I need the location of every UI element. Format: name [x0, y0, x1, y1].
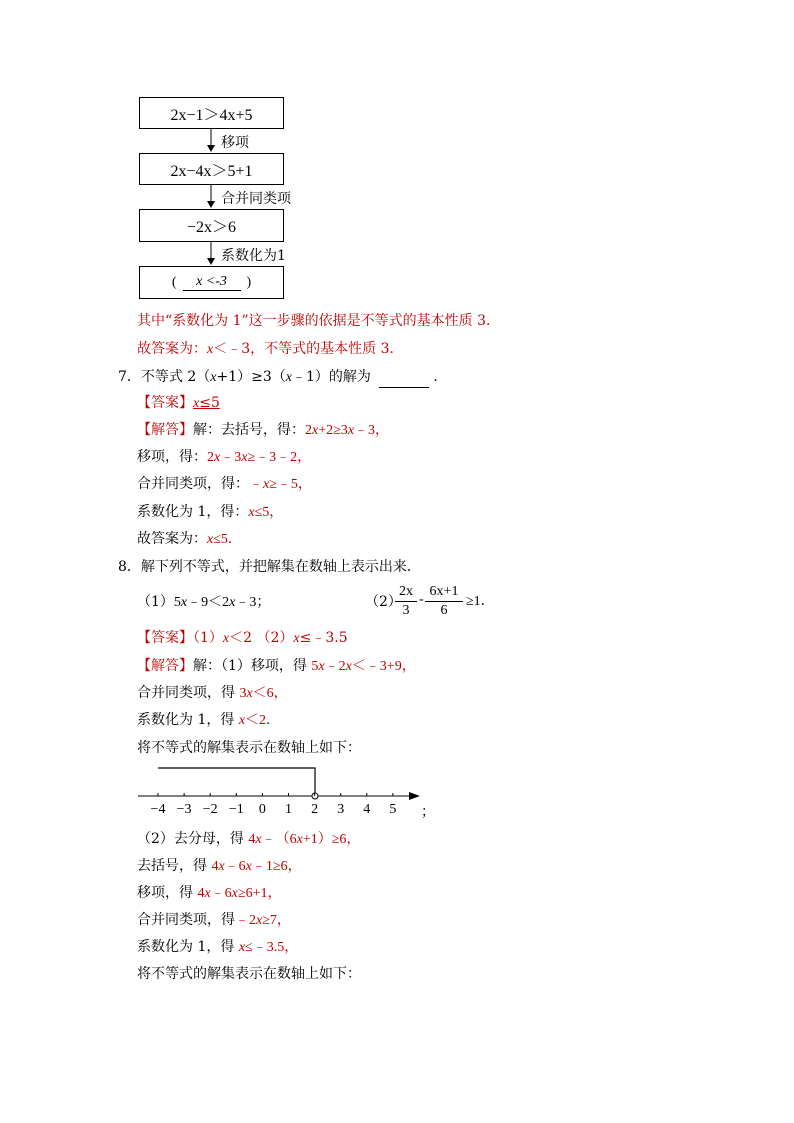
q8-p2-f2-num: 6x+1 — [429, 584, 459, 599]
q7-line-3 — [137, 474, 312, 495]
q8-ans-a: （1） — [193, 630, 223, 646]
q8-b-line-6 — [137, 964, 361, 984]
q7-answer-blank — [379, 367, 429, 388]
q6-final-prefix: 故答案为： — [137, 341, 207, 357]
number-line-tick-label: −2 — [202, 802, 218, 817]
q8-p2-label: （2） — [365, 594, 402, 610]
q8-b-line-5 — [137, 937, 298, 958]
q8-answer-tag: 【答案】 — [137, 630, 193, 646]
q8-s1-c: ＜﹣3+9， — [351, 659, 416, 674]
q8-p2-f1-den: 3 — [402, 603, 410, 618]
q7-l4-label: 系数化为 1，得： — [137, 504, 249, 520]
q8-stem — [118, 557, 421, 577]
q7-number: 7． — [118, 369, 141, 385]
number-line-suffix: ； — [421, 804, 435, 820]
q7-l5-label: 故答案为： — [137, 531, 207, 547]
q7-stem-x2: x — [285, 370, 292, 385]
q7-l1-x2: x — [347, 423, 355, 438]
q8-s2-x: x — [246, 686, 253, 701]
q8-b4-b: ≥7， — [262, 913, 291, 928]
q8-b2-c: ﹣1≥6， — [251, 859, 302, 874]
q7-l3-b: ≥﹣5， — [269, 477, 312, 492]
q8-b3-x1: x — [204, 886, 211, 901]
flow-step-3: 系数化为1 — [221, 248, 286, 264]
q8-s3-label: 系数化为 1，得 — [137, 712, 235, 728]
q7-l1-c: ﹣3， — [354, 423, 390, 438]
q8-p2-fraction-2 — [425, 584, 463, 619]
q7-l2-x1: x — [214, 450, 221, 465]
flow-arrow-3 — [209, 242, 213, 266]
q8-p2-f1-num: 2x — [399, 584, 413, 599]
q8-s2-a: 3 — [239, 686, 247, 701]
flow-box-3-text: −2x＞6 — [186, 219, 237, 236]
q8-p1-b: ﹣9＜2 — [187, 595, 230, 610]
q7-l3-label: 合并同类项，得： — [137, 476, 249, 492]
q7-stem-x1: x — [210, 370, 217, 385]
flow-box-1-text: 2x−1＞4x+5 — [170, 106, 253, 124]
q8-b-line-1 — [137, 829, 360, 850]
q8-stem-text: 解下列不等式，并把解集在数轴上表示出来． — [140, 559, 421, 575]
q7-l1-b: +2≥3 — [318, 423, 348, 438]
q8-line-2 — [137, 683, 288, 704]
q8-jieda-tag: 【解答】 — [137, 658, 193, 674]
q8-b1-x1: x — [255, 832, 262, 847]
q8-s1-x1: x — [318, 659, 325, 674]
number-line-tick-label: 0 — [258, 802, 266, 817]
q6-note — [137, 311, 500, 331]
q7-l2-x2: x — [241, 450, 248, 465]
q8-b-line-3 — [137, 883, 281, 904]
flow-box-2-text: 2x−4x＞5+1 — [170, 162, 253, 180]
q8-s1-a: 5 — [311, 659, 319, 674]
q7-line-5 — [137, 529, 242, 550]
q6-final-rest: ＜﹣3，不等式的基本性质 3． — [213, 341, 404, 357]
q7-l1-a: 2 — [305, 423, 312, 438]
q8-p1-label: （1） — [137, 594, 174, 610]
flow-arrow-1 — [209, 129, 213, 153]
flow-box-4 — [139, 266, 284, 299]
q8-b4-label: 合并同类项，得 — [137, 912, 235, 928]
q8-b3-a: 4 — [197, 886, 205, 901]
q8-p2-f1-bar — [395, 601, 417, 602]
q8-ans-x1: x — [222, 631, 230, 646]
number-line-tick-label: 3 — [337, 802, 345, 817]
q7-l5-x: x — [207, 532, 214, 547]
q8-p1-a: 5 — [173, 595, 181, 610]
q8-b4-x: x — [256, 913, 263, 928]
q7-answer — [137, 393, 220, 414]
q8-line-3 — [137, 710, 280, 731]
number-line — [130, 760, 430, 820]
number-line-tick-label: 5 — [389, 802, 397, 817]
q8-b4-a: ﹣2 — [235, 913, 256, 928]
number-line-tick-label: −4 — [150, 802, 166, 817]
q8-s3-b: ＜2． — [245, 713, 281, 728]
q8-s1-b: ﹣2 — [324, 659, 346, 674]
q7-stem-end: ． — [433, 369, 448, 385]
flow-box-4-close: ) — [246, 274, 252, 290]
q7-l2-c: ≥﹣3﹣2， — [247, 450, 312, 465]
q8-b2-x2: x — [245, 859, 252, 874]
q8-b3-x2: x — [231, 886, 238, 901]
q8-ans-b: ＜2 （2） — [229, 630, 294, 646]
q8-s4-text: 将不等式的解集表示在数轴上如下： — [137, 740, 361, 756]
q8-b1-b: ﹣（6 — [261, 832, 297, 847]
flow-box-4-open: ( — [171, 274, 177, 290]
q7-l1-x1: x — [312, 423, 319, 438]
q6-final-x: x — [207, 342, 214, 357]
q7-l4-math: ≤5， — [254, 505, 284, 520]
flow-step-2: 合并同类项 — [221, 191, 291, 207]
q8-s2-b: ＜6， — [252, 686, 288, 701]
q7-l2-a: 2 — [207, 450, 214, 465]
q7-l2-b: ﹣3 — [220, 450, 242, 465]
flow-box-1 — [139, 97, 284, 129]
q8-b1-c: +1）≥6， — [302, 832, 361, 847]
number-line-arrow — [409, 792, 420, 800]
flow-box-2 — [139, 153, 284, 185]
q8-b1-label: （2）去分母，得 — [137, 831, 244, 847]
number-line-tick-label: 1 — [285, 802, 292, 817]
q8-p1-x2: x — [229, 595, 236, 610]
number-line-tick-label: 2 — [311, 802, 319, 817]
q8-b1-a: 4 — [248, 832, 256, 847]
q7-line-1 — [137, 420, 389, 441]
q8-s2-label: 合并同类项，得 — [137, 685, 235, 701]
q8-part-1 — [137, 592, 270, 613]
flow-box-4-fill: x <-3 — [196, 274, 227, 289]
q7-answer-rest: ≤5 — [199, 395, 220, 411]
q8-b-line-4 — [137, 910, 291, 931]
q7-answer-x: x — [193, 396, 200, 411]
q7-l2-label: 移项，得： — [137, 449, 207, 465]
q8-p1-c: ﹣3； — [235, 595, 271, 610]
q7-l4-x: x — [248, 505, 255, 520]
flow-box-4-blank — [183, 274, 241, 291]
q8-p2-minus: - — [419, 592, 424, 607]
q8-s1-x2: x — [345, 659, 352, 674]
q8-p2-f2-den: 6 — [440, 603, 448, 618]
number-line-tick-label: 4 — [363, 802, 371, 817]
q7-stem-c: ﹣1）的解为 — [292, 369, 371, 385]
q8-p2-f2-bar — [425, 601, 463, 602]
q8-ans-x2: x — [293, 631, 300, 646]
q7-jieda-tag: 【解答】 — [137, 422, 193, 438]
q8-b5-b: ≤﹣3.5， — [245, 940, 299, 955]
q8-b1-x2: x — [296, 832, 303, 847]
solution-bracket — [158, 768, 315, 794]
number-line-tick-label: −3 — [176, 802, 192, 817]
flow-box-3 — [139, 209, 284, 242]
q7-answer-value — [193, 395, 220, 411]
q7-l3-a: ﹣ — [249, 477, 263, 492]
q8-b3-label: 移项，得 — [137, 885, 193, 901]
number-line-tick-label: −1 — [228, 802, 244, 817]
q8-p2-tail: ≥1． — [466, 594, 495, 609]
q8-b2-b: ﹣6 — [224, 859, 246, 874]
q8-b5-label: 系数化为 1，得 — [137, 939, 235, 955]
q8-p2-fraction-1 — [395, 584, 417, 619]
q8-b3-c: ≥6+1， — [237, 886, 282, 901]
q7-jieda-a: 解：去括号，得： — [193, 422, 305, 438]
q7-line-4 — [137, 502, 283, 523]
q6-note-text: 其中“系数化为 1”这一步骤的依据是不等式的基本性质 3． — [137, 313, 501, 329]
q6-final — [137, 339, 403, 360]
q8-b5-x: x — [238, 940, 246, 955]
q7-stem-b: +1）≥3（ — [216, 369, 286, 385]
q8-number: 8． — [118, 559, 141, 575]
flow-arrow-2 — [209, 185, 213, 209]
q7-stem — [118, 367, 447, 388]
q8-b2-x1: x — [218, 859, 225, 874]
q8-b3-b: ﹣6 — [210, 886, 232, 901]
q8-p1-x1: x — [180, 595, 188, 610]
q8-s3-x: x — [238, 713, 246, 728]
q8-line-4 — [137, 738, 361, 758]
q7-l5-math: ≤5． — [213, 532, 242, 547]
q8-b2-label: 去括号，得 — [137, 858, 207, 874]
q8-ans-c: ≤﹣3.5 — [299, 630, 348, 646]
flow-step-1: 移项 — [221, 135, 249, 151]
q8-b2-a: 4 — [211, 859, 219, 874]
q7-l3-x: x — [263, 477, 270, 492]
q8-b6-text: 将不等式的解集表示在数轴上如下： — [137, 966, 361, 982]
q8-line-1 — [137, 656, 416, 677]
q7-stem-a: 不等式 2（ — [140, 369, 211, 385]
q8-jieda-a: 解：（1）移项，得 — [193, 658, 307, 674]
q7-line-2 — [137, 447, 311, 468]
q7-answer-tag: 【答案】 — [137, 395, 193, 411]
q8-answer — [137, 628, 348, 649]
q8-b-line-2 — [137, 856, 302, 877]
